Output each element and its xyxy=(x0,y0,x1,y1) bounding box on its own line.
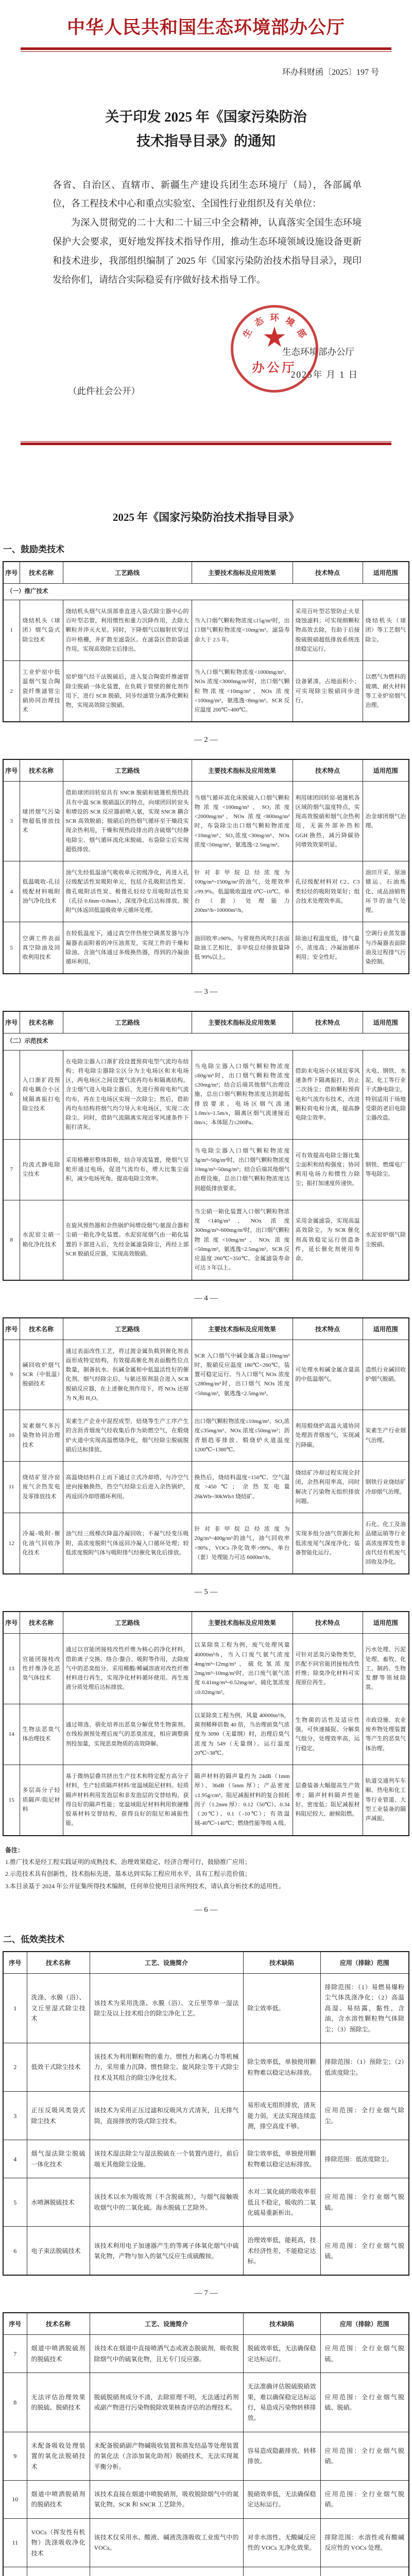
cell-defect: 无法准确评估脱硫脱硝效果，难以确保稳定达标运行，易造成污染物转移排放。 xyxy=(243,2373,320,2432)
note-item: 2.示范技术具有创新性，技术指标先进，基本达到实际工程应用水平，具有工程示范价值； xyxy=(5,1870,251,1878)
encouraged-tech-table-p4 xyxy=(3,1317,409,1575)
letterhead-org-title: 中华人民共和国生态环境部办公厅 xyxy=(66,18,345,38)
column-header: 工艺路线 xyxy=(63,1612,192,1634)
cell-performance: 隔声材料的隔声量约为 24dB（1mm 厚）、36dB（5mm 厚）；产品密度≤1.95g/cm³。阻尼减振材料的复合损耗因子（1.2mm 厚）：0.12（50℃）、0.34（20℃）、0.1（-10℃）；有效温域-40℃~140℃；燃烧性能等级 A 级。 xyxy=(192,1765,293,1836)
cell-process-route: 在较低温度下，通过真空伴热使空调蒸发器与冷凝器表面附着的冲压油蒸发，实现工件的干燥和除油。含油气体通过多级换热器，得到的冷凝油循环利用。 xyxy=(63,922,192,974)
table-body xyxy=(3,1340,409,1574)
cell-seq: 2 xyxy=(3,661,20,722)
column-header: 工艺、设施简介 xyxy=(90,2313,243,2335)
column-header: 适用范围 xyxy=(363,562,409,584)
cell-features: 可处理水和碱金属含量高的中低温烟气。 xyxy=(293,1340,363,1410)
column-header: 应用（排除）范围 xyxy=(320,2313,409,2335)
cell-features: 借助末电场小区域近零风速条件下隔离振打，防止二次扬尘；借助颗粒预荷电和气流均布技术，改进颗粒荷电和分离，提高静电除尘效率。 xyxy=(293,1050,363,1139)
column-header: 适用范围 xyxy=(363,759,409,782)
cell-features: 利用煅烧炉高温火道协同处理沥青烟废气，实现减污降碳。 xyxy=(293,1410,363,1462)
cell-tech-name: 烟道中喷洒脱硝剂的脱硝技术 xyxy=(27,2481,90,2519)
table-body xyxy=(3,2335,409,2576)
cell-features: 烧结矿冷却过程实现全封闭，余热利用率高，同时解决了污染物无组织排放问题。 xyxy=(293,1462,363,1513)
column-header: 技术名称 xyxy=(20,1318,63,1340)
cell-tech-name: 生物法恶臭气体治理技术 xyxy=(20,1704,63,1765)
table-row xyxy=(3,1765,409,1836)
table-row xyxy=(3,1410,409,1462)
cell-tech-name: 烧结矿竖冷窑废气余热发电及零排放技术 xyxy=(20,1462,63,1513)
cell-scope: 应用范围：全行业烟气脱硫。 xyxy=(320,2178,409,2227)
subsection-label: （二）示范技术 xyxy=(3,1033,409,1050)
cell-seq: 6 xyxy=(3,1050,20,1139)
notice-title xyxy=(0,105,412,154)
cell-scope: 应用范围：全行业烟气脱硝。 xyxy=(320,2432,409,2480)
cell-process-route: 窑炉烟气经干法脱硫后，进入复合陶瓷纤维滤管除尘脱硝一体化装置，在负载于管壁的催化剂作用下，进行 SCR 脱硝，同步经滤管分离净化颗粒物，实现高效除尘脱硝。 xyxy=(63,661,192,722)
cell-tech-name: 正压反吸风类袋式除尘技术 xyxy=(27,2092,90,2140)
cell-features: 层叠装备大幅提高生产效率；隔声材料隔声性能好、密度低；阻尼减振材料阻尼较大、耐候阻燃。 xyxy=(293,1765,363,1836)
cell-features: 设备紧凑，占地面积小；可实现除尘脱硝同步进行。 xyxy=(293,661,363,722)
cell-tech-name: 电子束法脱硫技术 xyxy=(27,2227,90,2276)
cell-scope: 钢铁行业烧结矿冷却烟气治理。 xyxy=(363,1462,409,1513)
column-header: 序号 xyxy=(3,759,20,782)
cell-scope: 钢铁、燃煤电厂等电除尘。 xyxy=(363,1139,409,1200)
notice-body xyxy=(53,176,362,290)
body-paragraph: 为深入贯彻党的二十大和二十届三中全会精神，认真落实全国生态环境保护大会要求，更好地发挥技术指导作用，推动生态环境领域设施设备更新和技术进步，我部组织编制了 2025 年《国家污染防治技术指导目录》，现印发给你们，请结合实际稳妥有序做好技术指导工作。 xyxy=(53,217,362,285)
cell-features: 孔径级配材料对 C2、C3 类轻烃的吸附效果好；组合技术处理效率高。 xyxy=(293,861,363,922)
cell-process-route: 炭素生产企业中混捏成型、焙烧等生产工序产生的含沥青烟废气经收集后作为助燃空气，在煅烧炉火道中实现高温燃烧净化，烟气经除尘脱硫脱硝后达标排放。 xyxy=(63,1410,192,1462)
table-row xyxy=(3,2227,409,2276)
subsection-row-demonstration xyxy=(3,1033,409,1050)
page-number: — 4 — xyxy=(194,1294,218,1302)
cell-process-route: 高温烧结料自上而下通过立式冷却塔，与冷空气逆向接触换热，热空气经除尘后进入余热锅炉，再返回冷却塔循环利用。 xyxy=(63,1462,192,1513)
table-body xyxy=(3,1050,409,1280)
seal-arc-char: 部 xyxy=(295,327,308,340)
cell-process-intro: 该技术以水为吸收剂（不含脱硫剂），与烟气接触吸收烟气中的二氧化硫。海水脱硫工艺除外。 xyxy=(90,2178,243,2227)
cell-seq: 7 xyxy=(3,1139,20,1200)
cell-process-intro: 该技术直接在烟道中喷脱硝剂，吸收脱除烟气中的氮氧化物。SCR 和 SNCR 工艺除外。 xyxy=(90,2481,243,2519)
sign-off-block xyxy=(0,290,412,440)
cell-defect xyxy=(243,2567,320,2576)
cell-scope: 冶金球团烟气治理。 xyxy=(363,782,409,861)
cell-defect: 水对二氧化硫的吸收率很低且不稳定，吸收的二氧化硫易重新析出。 xyxy=(243,2178,320,2227)
table-row xyxy=(3,1974,409,2043)
cell-tech-name: 低温吸收-孔径级配材料吸附油气净化技术 xyxy=(20,861,63,922)
column-header: 应用（排除）范围 xyxy=(320,1952,409,1974)
cell-scope: 水泥窑炉烟气除尘脱硝。 xyxy=(363,1200,409,1280)
column-header: 序号 xyxy=(3,562,20,584)
cell-seq: 8 xyxy=(3,1200,20,1280)
salutation: 各省、自治区、直辖市、新疆生产建设兵团生态环境厅（局），各部属单位，各工程技术中心和重点实验室、全国性行业组织及有关单位： xyxy=(53,179,362,209)
page-bottom-rule-thick xyxy=(21,443,391,445)
cell-process-intro xyxy=(90,2567,243,2576)
cell-features: 实现多组分油气资源化和低浓度尾气深度净化；装备智能化运行。 xyxy=(293,1513,363,1574)
cell-tech-name: 官能团接枝改性纤维净化恶臭气体技术 xyxy=(20,1634,63,1704)
column-header: 技术缺陷 xyxy=(243,2313,320,2335)
notice-title-line2: 技术指导目录》的通知 xyxy=(136,133,276,149)
cell-seq: 3 xyxy=(3,782,20,861)
column-header: 技术特点 xyxy=(293,1612,363,1634)
table-row xyxy=(3,2518,409,2567)
notice-title-line1: 关于印发 2025 年《国家污染防治 xyxy=(105,109,307,125)
cell-performance: 当电除尘器入口烟气颗粒物浓度 3g/m³~50g/m³时，出口烟气颗粒物浓度 10mg/m³~50mg/m³；结合后端其他烟气治理设施，总出口烟气颗粒物浓度达到超低排放要求。 xyxy=(192,1139,293,1200)
cell-scope: 排除范围：（1）预除尘；（2）低浓度除尘。 xyxy=(320,2043,409,2092)
cell-features: 可有效提高电除尘器比集尘面积和结构强度；协同利用电场力和惯性力除尘；振打加速度传递快。 xyxy=(293,1139,363,1200)
table-row xyxy=(3,600,409,660)
note-item: 3.本目录基于 2024 年公开征集所得技术编制，任何单位使用目录所列技术，请认真分析技术的适用性。 xyxy=(5,1882,285,1890)
inefficient-tech-table-p1 xyxy=(3,1951,409,2276)
table-row xyxy=(3,922,409,974)
table-row xyxy=(3,2140,409,2178)
column-header: 适用范围 xyxy=(363,1612,409,1634)
cell-tech-name: 入口渐扩段预荷电耦合小区域隔离振打电除尘技术 xyxy=(20,1050,63,1139)
cell-scope: 轨道交通列车车厢、热电和化工等行业管道、大型工业装备的隔声减振。 xyxy=(363,1765,409,1836)
cell-tech-name: 碱回收炉烟气 SCR（中低温）脱硝技术 xyxy=(20,1340,63,1410)
cell-performance: 当电除尘器入口烟气颗粒物浓度≤60g/m³时，出口烟气颗粒物浓度≤20mg/m³；结合后端其他烟气治理设施，总出口烟气颗粒物浓度达到超低排放要求。电场区烟气流速 1.0m/s~1.5m/s，隔离区烟气流速接近 0m/s；本体阻力≤200Pa。 xyxy=(192,1050,293,1139)
cell-seq xyxy=(3,2567,27,2576)
cell-performance: 针对非甲烷总烃浓度为 20g/m³~400g/m³的油气，油气回收率>90%，VOCs 净化效率>99%。单台（套）处理能力可达 6000m³/h。 xyxy=(192,1513,293,1574)
cell-process-route: 采用格栅形整体阳极，结合导流装置，使烟气呈蛇形通过电场，促进气流均布，增大比集尘面积，减少电场死角，提高电除尘效率。 xyxy=(63,1139,192,1200)
encouraged-tech-table-p1 xyxy=(3,561,409,723)
encouraged-tech-table-p3 xyxy=(3,1011,409,1280)
letterhead-rule-thick xyxy=(21,47,391,50)
cell-seq: 8 xyxy=(3,2373,27,2432)
cell-scope: 排除范围：低浓度除尘。 xyxy=(320,2140,409,2178)
column-header: 适用范围 xyxy=(363,1011,409,1033)
cell-seq: 12 xyxy=(3,1513,20,1574)
cell-tech-name: VOCs（挥发性有机物）洗涤吸收净化技术 xyxy=(27,2518,90,2567)
cell-tech-name: 烟气湿法除尘脱硫一体化技术 xyxy=(27,2140,90,2178)
cell-seq: 3 xyxy=(3,2092,27,2140)
cell-process-route: 通过以官能团接枝改性纤维为核心的净化材料，借助离子交换、络合/螯合、吸附等作用，去除废气中的恶臭组分。采用稀酸/稀碱溶液对改性纤维材料进行再生，实现净化材料循环使用。再生废液分质处理后达标排放。 xyxy=(63,1634,192,1704)
encouraged-tech-table-p5 xyxy=(3,1611,409,1836)
cell-tech-name: 多层高分子轻质隔声/阻尼材料 xyxy=(20,1765,63,1836)
cell-tech-name: 炭素烟气多污染物协同治理技术 xyxy=(20,1410,63,1462)
cell-tech-name: 水喷淋脱硫技术 xyxy=(27,2178,90,2227)
cell-seq: 2 xyxy=(3,2043,27,2092)
cell-tech-name: 未配备吸收处理装置的氧化法脱硝技术 xyxy=(27,2432,90,2480)
cell-seq: 5 xyxy=(3,922,20,974)
table-row xyxy=(3,2092,409,2140)
cell-scope: 应用范围：全行业烟气脱硫。 xyxy=(320,2227,409,2276)
cell-process-intro: 该技术湿法除尘与湿法脱硫在一个装置内进行，前后端无其他除尘设施。 xyxy=(90,2140,243,2178)
table-row xyxy=(3,861,409,922)
column-header: 工艺路线 xyxy=(63,1011,192,1033)
table-row xyxy=(3,2481,409,2519)
table-header-row xyxy=(3,2313,409,2335)
cell-process-intro: 该技术为采用正压过滤和反吸风方式清灰，且无排气筒，直接排放的袋式除尘技术。 xyxy=(90,2092,243,2140)
cell-scope: 烧结机头（球团）等工艺烟气除尘。 xyxy=(363,600,409,660)
cell-performance: 以某除臭工程为例，风量 40000m³/h，菌剂稀释倍数 40 倍，当治理前臭气浓度为 3090（无量纲）时，治理后臭气浓度为 549（无量纲）。运行温度 20℃~38℃。 xyxy=(192,1704,293,1765)
table-row xyxy=(3,2043,409,2092)
cell-scope: 应用范围：全行业烟气除尘。 xyxy=(320,2092,409,2140)
cell-seq: 4 xyxy=(3,861,20,922)
cell-scope: 应用范围：全行业烟气脱硝。 xyxy=(320,2481,409,2519)
page-number: — 2 — xyxy=(194,736,218,744)
section-heading-inefficient: 二、低效类技术 xyxy=(3,1935,64,1945)
table-body xyxy=(3,1634,409,1836)
cell-seq: 15 xyxy=(3,1765,20,1836)
column-header: 适用范围 xyxy=(363,1318,409,1340)
issue-date: 2025年 月 1 日 xyxy=(290,369,358,380)
cell-defect: 治理效率低，能耗高，技术经济性差，不能稳定达标。 xyxy=(243,2227,320,2276)
column-header: 技术名称 xyxy=(20,1011,63,1033)
cell-scope: 排除范围：水溶性或有酸碱反应性的 VOCs 处理。 xyxy=(320,2518,409,2567)
cell-defect: 容易造成隐蔽排放、转移排放。 xyxy=(243,2432,320,2480)
cell-performance: 当烟气循环流化床脱硫入口烟气颗粒物浓度<100mg/m³、SO₂浓度<2000mg/m³、NOx 浓度<800mg/m³时，布袋除尘出口烟气颗粒物浓度<10mg/m³、SO₂浓度<30mg/m³、NOx 浓度<50mg/m³，氨逃逸<2.5mg/m³。 xyxy=(192,782,293,861)
table-header-row xyxy=(3,1952,409,1974)
document-number: 环办科财函〔2025〕197 号 xyxy=(282,68,379,77)
cell-scope: 火电、钢铁、水泥、化工等行业干式静电除尘，特别适用于场地受限的老旧电除尘器改造。 xyxy=(363,1050,409,1139)
column-header: 主要技术指标及应用效果 xyxy=(192,1612,293,1634)
cell-process-route: 通过表面改性工艺，将过渡金属负载到催化剂表面形成特定结构，有效提高催化剂表面酸性位点数量，制备抗水、抗碱金属和中低温活性好的催化剂。烟气经除尘后，与氨还原剂混合进入 SCR 脱硝反应器，在上述催化剂作用下，将 NOx 还原为 N₂和 H₂O。 xyxy=(63,1340,192,1410)
cell-tech-name: 球团烟气污染物超低排放技术 xyxy=(20,782,63,861)
cell-tech-name: 工业炉窑中低温烟气复合陶瓷纤维滤管尘硝协同治理技术 xyxy=(20,661,63,722)
cell-process-route: 基于微纳层叠共挤出生产技术和特定配方高分子材料，生产轻质隔声材料/宽温域阻尼材料。轻质隔声材料利用发泡层和非发泡层的交替结构，获得良好的隔声性能；宽温域阻尼材料利用软硬橡胶基材料交替结构，获得良好的阻尼和减振性能。 xyxy=(63,1765,192,1836)
cell-seq: 6 xyxy=(3,2227,27,2276)
cell-tech-name: 水泥窑尘硝一箱化净化技术 xyxy=(20,1200,63,1280)
column-header: 技术特点 xyxy=(293,759,363,782)
page-number: — 7 — xyxy=(194,2289,218,2298)
table-body xyxy=(3,1974,409,2276)
cell-process-route: 在旋风预热器和余热锅炉间增设烟气/氨混合器和尘硝一箱化净化装置。水泥窑尾烟气由一箱化装置的下部进入后，先经金属滤袋除尘，再经上部 SCR 脱硝反应器，实现高效脱硝。 xyxy=(63,1200,192,1280)
cell-scope: 炭素生产行业烟气治理。 xyxy=(363,1410,409,1462)
table-row xyxy=(3,2335,409,2373)
cell-seq: 14 xyxy=(3,1704,20,1765)
column-header: 序号 xyxy=(3,2313,27,2335)
table-header-row xyxy=(3,1011,409,1033)
cell-tech-name: 空调工件表面真空除油及回收利用技术 xyxy=(20,922,63,974)
table-row xyxy=(3,1200,409,1280)
column-header: 技术缺陷 xyxy=(243,1952,320,1974)
cell-performance: 换热后，烧结料温度<150℃、空气温度>450℃；余热发电量 26kWh~30kWh/t 烧结矿。 xyxy=(192,1462,293,1513)
column-header: 主要技术指标及应用效果 xyxy=(192,759,293,782)
table-row xyxy=(3,2373,409,2432)
table-row xyxy=(3,1704,409,1765)
issuing-office: 生态环境部办公厅 xyxy=(282,346,354,357)
cell-scope xyxy=(320,2567,409,2576)
page-number: — 5 — xyxy=(194,1588,218,1597)
cell-process-route: 油气先经低温油气吸收单元初级净化，再进入孔径级配活性炭吸附单元，包括介孔吸附活性炭、微孔吸附活性炭、极微孔轻烃专用吸附活性炭（孔径 0.6nm~0.8nm），深度净化后达标排放。脱附气体返回低温吸收单元循环处理。 xyxy=(63,861,192,922)
notes-list xyxy=(5,1856,407,1892)
column-header: 工艺路线 xyxy=(63,759,192,782)
inefficient-tech-table-p2 xyxy=(3,2312,409,2576)
seal-center-text: 办公厅 xyxy=(252,361,297,375)
cell-scope: 应用范围：全行业烟气脱硫。 xyxy=(320,2335,409,2373)
subsection-label: （一）推广技术 xyxy=(3,583,409,600)
cell-process-route: 通过筛选、驯化培养出恶臭分解优势生物菌剂。在线检测预处理后废气的恶臭浓度，相应调整菌剂投加量，实现恶臭物质的高效降解。 xyxy=(63,1704,192,1765)
column-header: 序号 xyxy=(3,1318,20,1340)
table-row xyxy=(3,2178,409,2227)
page-number: — 3 — xyxy=(194,988,218,996)
cell-features: 生物菌的活性及适应性强，可快速捕捉、分解臭气组分，处理效率高，运行稳定。 xyxy=(293,1704,363,1765)
cell-seq: 11 xyxy=(3,1462,20,1513)
table-row xyxy=(3,2567,409,2576)
table-row xyxy=(3,1050,409,1139)
cell-seq: 13 xyxy=(3,1634,20,1704)
notes-encouraged xyxy=(5,1844,407,1893)
cell-tech-name xyxy=(27,2567,90,2576)
cell-tech-name: 无法评估治理效果的脱硫、脱硝技术 xyxy=(27,2373,90,2432)
table-header-row xyxy=(3,562,409,584)
column-header: 技术名称 xyxy=(20,1612,63,1634)
table-header-row xyxy=(3,1612,409,1634)
table-body xyxy=(3,600,409,722)
cell-defect: 脱硫效率低，无法确保稳定达标运行。 xyxy=(243,2335,320,2373)
cell-seq: 1 xyxy=(3,1974,27,2043)
seal-arc-char: 环 xyxy=(270,313,279,323)
letterhead-rule-thin xyxy=(21,51,391,52)
cell-tech-name: 均流式静电除尘技术 xyxy=(20,1139,63,1200)
page-number: — 6 — xyxy=(194,1906,218,1914)
column-header: 序号 xyxy=(3,1011,20,1033)
cell-performance: 当尘硝一箱化装置入口烟气颗粒物浓度<140g/m³、NOx 浓度 300mg/m³~600mg/m³时，出口烟气颗粒物浓度<10mg/m³、NOx 浓度<50mg/m³，氨逃逸<2.5mg/m³。SCR 反应温度 260℃~350℃。金属滤袋寿命可达 3 年以上。 xyxy=(192,1200,293,1280)
cell-tech-name: 烧结机头（球团）烟气袋式除尘技术 xyxy=(20,600,63,660)
column-header: 技术特点 xyxy=(293,562,363,584)
seal-arc-char: 生 xyxy=(241,327,254,340)
cell-seq: 9 xyxy=(3,1340,20,1410)
table-row xyxy=(3,782,409,861)
table-header-row xyxy=(3,759,409,782)
cell-process-intro: 该技术利用电子加速器产生的等离子体氧化烟气中硫氧化物，产物与加入的氨气反应生成硫酸铵。 xyxy=(90,2227,243,2276)
cell-seq: 11 xyxy=(3,2518,27,2567)
cell-tech-name: 洗涤、水膜（浴）、文丘里湿式除尘技术 xyxy=(27,1974,90,2043)
cell-tech-name: 低效干式除尘技术 xyxy=(27,2043,90,2092)
cell-scope: 应用范围：全行业烟气脱硫、脱硝。 xyxy=(320,2373,409,2432)
table-row xyxy=(3,1462,409,1513)
cell-seq: 7 xyxy=(3,2335,27,2373)
cell-scope: 造纸行业碱回收炉烟气脱硝。 xyxy=(363,1340,409,1410)
cell-features: 可针对恶臭污染物类型，匹配不同官能团接枝改性纤维；除臭净化材料可实现原位再生。 xyxy=(293,1634,363,1704)
public-disclosure-note: （此件社会公开） xyxy=(68,385,140,396)
cell-process-intro: 该技术为采用洗涤、水膜（浴）、文丘里等单一湿法除尘及以上技术组合的除尘净化工艺。 xyxy=(90,1974,243,2043)
cell-defect: 除尘效率低，单独使用颗粒物难以稳定达标排放。 xyxy=(243,2043,320,2092)
column-header: 技术名称 xyxy=(27,1952,90,1974)
cell-features: 利用球团回转窑-链篦机各区域的烟气温度特点，实现高效脱硝和烟气余热利用，无需外部补热和 GGH 换热，减污降碳协同增效效果明显。 xyxy=(293,782,363,861)
cell-defect: 除尘效率低，单独使用颗粒物难以稳定达标排放。 xyxy=(243,2140,320,2178)
catalog-title: 2025 年《国家污染防治技术指导目录》 xyxy=(112,511,300,523)
cell-performance: 以某除臭工程为例，废气处理风量 40000m³/h，当入口废气氨气浓度 4mg/m³~12mg/m³、硫化氢浓度 2mg/m³~10mg/m³时，出口废气氨气浓度 0.41mg/m³~0.52mg/m³、硫化氢浓度≤0.02mg/m³。 xyxy=(192,1634,293,1704)
column-header: 工艺路线 xyxy=(63,1318,192,1340)
cell-process-intro: 该技术仅采用水、酸液、碱液洗涤吸收工业废气中的 VOCs。 xyxy=(90,2518,243,2567)
cell-defect: 对非水溶性、无酸碱反应性的 VOCs 无净化效果。 xyxy=(243,2518,320,2567)
cell-process-route: 在电除尘器入口渐扩段设置预荷电型气流均布结构；将电除尘器除尘区分为主电场区和末电场区，两电场区之间设置气流再均布和隔离结构。含尘烟气进入电除尘器后，先进行预荷电和气流均布，再在主电场区实现一次除尘；然后，借助再均布结构将烟气均匀导入末电场区，实现二次除尘。同时，借助气流隔离实现近零风速条件下振打清灰。 xyxy=(63,1050,192,1139)
table-header-row xyxy=(3,1318,409,1340)
cell-scope: 石化、化工及油品储运销等行业高浓度挥发性非卤代烃有机废气回收及净化。 xyxy=(363,1513,409,1574)
cell-defect: 易形成无组织排放，清灰能力弱，无法实现连续监测，排空高度不够。 xyxy=(243,2092,320,2140)
cell-tech-name: 冷凝-吸附-催化油气回收净化技术 xyxy=(20,1513,63,1574)
column-header: 工艺路线 xyxy=(63,562,192,584)
note-item: 1.推广技术是经工程实践证明的成熟技术，治理效果稳定、经济合理可行，鼓励推广应用； xyxy=(5,1858,251,1866)
column-header: 主要技术指标及应用效果 xyxy=(192,562,293,584)
column-header: 技术名称 xyxy=(20,562,63,584)
official-seal xyxy=(231,305,318,393)
seal-arc-char: 态 xyxy=(252,315,266,329)
cell-features: 采用百叶型芯管防止火星烧蚀滤料；可实现细颗粒物高效去除，有助于后接脱硫脱硝超低排放系统连续稳定运行。 xyxy=(293,600,363,660)
table-row xyxy=(3,1634,409,1704)
cell-performance: SCR 入口烟气中碱金属含量≤10mg/m³时，脱硝反应温度 180℃~260℃，装置可稳定运行。当入口烟气 NOx 浓度≤280mg/m³时，出口烟气 NOx 浓度<50mg/m³，氨逃逸<2.5mg/m³。 xyxy=(192,1340,293,1410)
column-header: 技术名称 xyxy=(20,759,63,782)
table-row xyxy=(3,1340,409,1410)
cell-performance: 当入口烟气颗粒物浓度≤15g/m³时，出口烟气颗粒物浓度<10mg/m³。滤袋寿命大于 2.5 年。 xyxy=(192,600,293,660)
cell-scope: 污水处理、污泥处理、畜牧、化工、制药、生物发酵等领域除臭。 xyxy=(363,1634,409,1704)
cell-process-intro: 未配备脱硝副产物碱吸收装置和蒸发结晶等处理装置的氧化法（含添加氧化助剂）脱硝技术，无法实现氮平衡分析。 xyxy=(90,2432,243,2480)
cell-tech-name: 烟道中喷洒脱硫剂的脱硫技术 xyxy=(27,2335,90,2373)
table-row xyxy=(3,661,409,722)
cell-performance: 当入口烟气颗粒物浓度<1000mg/m³、NOx 浓度<3000mg/m³时，出口烟气颗粒物浓度<10mg/m³、NOx 浓度<100mg/m³，氨逃逸<8mg/m³。SCR 反应温度 200℃~400℃。 xyxy=(192,661,293,722)
column-header: 技术名称 xyxy=(27,2313,90,2335)
seal-arc-char: 境 xyxy=(283,315,297,329)
cell-scope: 以燃气为燃料的玻璃、耐火材料等工业炉窑烟气治理。 xyxy=(363,661,409,722)
cell-seq: 5 xyxy=(3,2178,27,2227)
cell-features: 除油过程温度低，排气量小，浓度高；冷凝油循环利用；安全性好。 xyxy=(293,922,363,974)
subsection-row-promoted xyxy=(3,583,409,600)
cell-performance: 油回收率≥90%。与常规热风吹扫表面除油工艺相比，非甲烷总烃排放量降低 99%以上。 xyxy=(192,922,293,974)
table-row xyxy=(3,1513,409,1574)
cell-features: 采用金属滤袋，实现高温高效除尘，为 SCR 催化剂高效稳定运行创造条件，延长催化剂使用寿命。 xyxy=(293,1200,363,1280)
cell-seq: 10 xyxy=(3,1410,20,1462)
column-header: 序号 xyxy=(3,1612,20,1634)
column-header: 序号 xyxy=(3,1952,27,1974)
cell-scope: 排除范围：（1）易燃易爆粉尘气体洗涤净化；（2）高温高湿、易结露，黏性，含油，含水溶性颗粒物气体除尘；（3）预除尘。 xyxy=(320,1974,409,2043)
column-header: 技术特点 xyxy=(293,1318,363,1340)
cell-defect: 除尘效率低。 xyxy=(243,1974,320,2043)
cell-defect: 脱硝效率低，无法确保稳定达标运行。 xyxy=(243,2481,320,2519)
page-bottom-rule-thin xyxy=(21,441,391,442)
cell-seq: 1 xyxy=(3,600,20,660)
table-body xyxy=(3,782,409,974)
cell-process-intro: 脱硫脱硝剂成分不清，去除原理不明，无法通过药剂或副产物进行污染物脱除效果核查评估的治理技术。 xyxy=(90,2373,243,2432)
cell-performance: 针对非甲烷总烃浓度为 100g/m³~1500g/m³的油气，处理效率≥99.9%。低温吸收温度 0℃~10℃。单台（套）处理能力 200m³/h~10000m³/h。 xyxy=(192,861,293,922)
cell-process-intro: 该技术为利用颗粒物的重力、惯性力和离心力等机械力，采用重力沉降、惯性除尘、旋风除尘等干式除尘技术及其组合的除尘净化技术。 xyxy=(90,2043,243,2092)
column-header: 主要技术指标及应用效果 xyxy=(192,1011,293,1033)
notes-label: 备注： xyxy=(5,1846,24,1854)
cell-scope: 油田开采、原油储运、石油炼化、成品油销售环节的油气处理。 xyxy=(363,861,409,922)
table-row xyxy=(3,1139,409,1200)
column-header: 技术特点 xyxy=(293,1011,363,1033)
section-heading-encouraged: 一、鼓励类技术 xyxy=(3,544,64,554)
cell-scope: 空调行业蒸发器与冷凝器表面除油及过程排气污染控制。 xyxy=(363,922,409,974)
cell-seq: 4 xyxy=(3,2140,27,2178)
column-header: 工艺、设施简介 xyxy=(90,1952,243,1974)
cell-process-route: 烧结机头烟气从顶部垂直进入袋式除尘器中心的百叶型芯管，利用惯性和重力沉降作用，去除大颗粒并淬灭火星。同时，下降烟气以辐射状穿过百叶格栅，并扩散至滤袋区。在滤袋区借助袋滤作用，实现高效除尘后排出。 xyxy=(63,600,192,660)
cell-scope: 市政设施、农业废弃物处理装置等产生的恶臭气体治理。 xyxy=(363,1704,409,1765)
cell-seq: 10 xyxy=(3,2481,27,2519)
column-header: 主要技术指标及应用效果 xyxy=(192,1318,293,1340)
cell-process-route: 借助球团回转窑具有 SNCR 脱硝和链篦机预热段具有中温 SCR 脱硝温区的特点，向球团回转窑头和增设的 SCR 反应器前喷入氨，实现 SNCR 耦合 SCR 高效脱硝；脱硝后的热烟气循环至干燥段实现余热利用，干燥和预热段排出的含硫烟气经静电除尘、烟气循环流化床脱硫、布袋除尘后实现超低排放。 xyxy=(63,782,192,861)
encouraged-tech-table-p2 xyxy=(3,759,409,974)
star-icon: ★ xyxy=(262,321,287,353)
cell-process-intro: 该技术在烟道中直接喷洒气态或液态脱硫剂，吸收脱除烟气中的硫氧化物，且无专门反应器。 xyxy=(90,2335,243,2373)
table-row xyxy=(3,2432,409,2480)
cell-seq: 9 xyxy=(3,2432,27,2480)
cell-process-route: 油气经三级梯次降温冷凝回收；不凝气经变压吸附，高浓度脱附气体返回冷凝入口循环处理；较低浓度脱附气体与吸附排气经催化氧化后排放。 xyxy=(63,1513,192,1574)
cell-performance: 出口烟气颗粒物浓度≤10mg/m³、SO₂浓度≤35mg/m³、NOx 浓度≤50mg/m³；沥青烟趋零排放。煅烧炉火道温度 1200℃~1380℃。 xyxy=(192,1410,293,1462)
